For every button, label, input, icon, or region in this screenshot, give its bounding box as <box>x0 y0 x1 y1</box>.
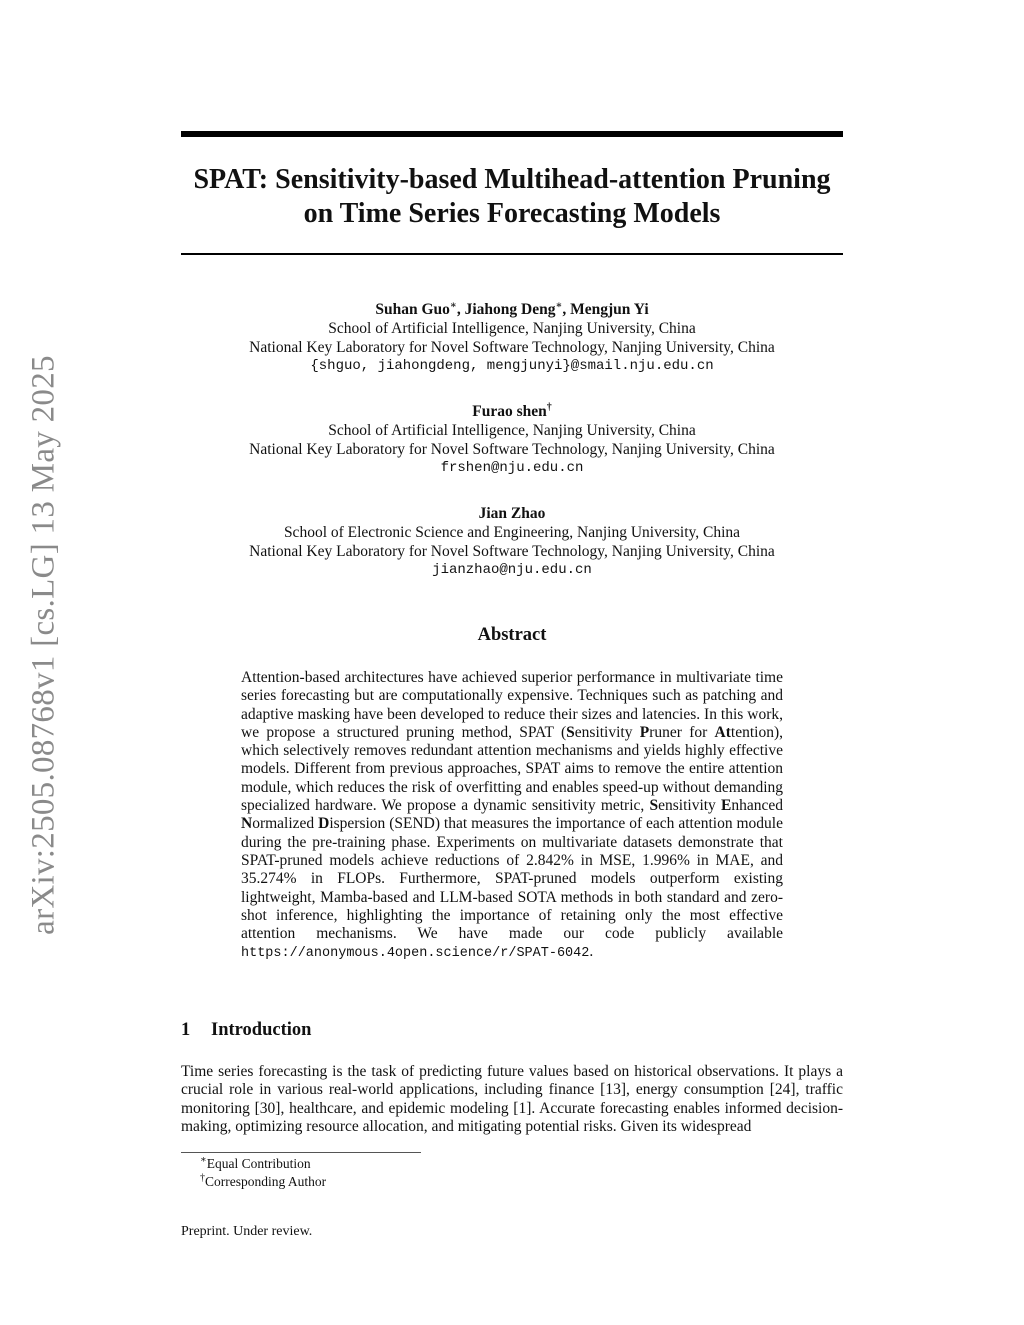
equal-contribution-mark: ∗ <box>449 299 457 311</box>
footnote-mark: ∗ <box>200 1154 207 1166</box>
footnote <box>200 1173 326 1191</box>
affiliation-line: School of Electronic Science and Engineering, Nanjing University, China <box>283 524 741 541</box>
author-names <box>181 402 843 421</box>
abstract-heading: Abstract <box>477 625 547 645</box>
affiliation-line: National Key Laboratory for Novel Software Technology, Nanjing University, China <box>249 441 775 458</box>
author-email: {shguo, jiahongdeng, mengjunyi}@smail.nju.edu.cn <box>310 358 714 374</box>
section-title: Introduction <box>211 1020 312 1040</box>
author-email: frshen@nju.edu.cn <box>440 460 584 476</box>
author-names <box>181 300 843 319</box>
title-top-rule <box>181 131 843 137</box>
author-name: Jian Zhao <box>478 505 546 522</box>
section-heading-introduction <box>181 1020 311 1041</box>
author-group-2 <box>181 402 843 478</box>
affiliation-line: School of Artificial Intelligence, Nanjing University, China <box>328 320 696 337</box>
affiliation-line: National Key Laboratory for Novel Software Technology, Nanjing University, China <box>249 543 775 560</box>
introduction-text: Time series forecasting is the task of predicting future values based on historical observations. It plays a crucial role in various real-world applications, including finance [13], energy consumption [24], traffic monitoring [30], healthcare, and epidemic modeling [1]. Accurate forecasting enables informed decision-making, optimizing resource allocation, and mitigating potential risks. Given its widespread <box>181 1063 843 1135</box>
paper-title-line-1: SPAT: Sensitivity-based Multihead-attention Pruning <box>193 164 831 195</box>
footnote-rule <box>181 1152 421 1153</box>
author-name: , Mengjun Yi <box>562 301 649 318</box>
arxiv-identifier-stamp: arXiv:2505.08768v1 [cs.LG] 13 May 2025 <box>25 355 62 935</box>
author-name: Furao shen <box>472 403 547 420</box>
author-group-3 <box>181 504 843 580</box>
footnote-text: Equal Contribution <box>206 1156 311 1171</box>
footnotes <box>200 1155 326 1191</box>
title-bottom-rule <box>181 253 843 255</box>
affiliation-line: School of Artificial Intelligence, Nanjing University, China <box>328 422 696 439</box>
affiliation-line: National Key Laboratory for Novel Software Technology, Nanjing University, China <box>249 339 775 356</box>
footnote-text: Corresponding Author <box>205 1174 327 1189</box>
paper-title-line-2: on Time Series Forecasting Models <box>303 198 721 229</box>
section-number: 1 <box>181 1020 191 1040</box>
author-name: , Jiahong Deng <box>456 301 556 318</box>
footnote <box>200 1155 326 1173</box>
author-email: jianzhao@nju.edu.cn <box>432 562 592 578</box>
author-group-1 <box>181 300 843 376</box>
corresponding-author-mark: † <box>546 401 552 413</box>
author-name: Suhan Guo <box>375 301 450 318</box>
preprint-notice: Preprint. Under review. <box>181 1224 313 1239</box>
footnote-mark: † <box>200 1172 205 1184</box>
equal-contribution-mark: ∗ <box>555 299 563 311</box>
paper-title <box>181 163 843 231</box>
code-url-link[interactable]: https://anonymous.4open.science/r/SPAT-6042 <box>241 946 590 962</box>
abstract-text: Attention-based architectures have achieved superior performance in multivariate time series forecasting but are computationally expensive. Techniques such as patching and adaptive masking have been developed to reduce their sizes and latencies. In this work, we propose a structured pruning method, SPAT (Sensitivity Pruner for Attention), which selectively removes redundant attention mechanisms and yields highly effective models. Different from previous approaches, SPAT aims to remove the entire attention module, which reduces the risk of overfitting and enables speed-up without demanding specialized hardware. We propose a dynamic sensitivity metric, Sensitivity Enhanced Normalized Dispersion (SEND) that measures the importance of each attention module during the pre-training phase. Experiments on multivariate datasets demonstrate that SPAT-pruned models achieve reductions of 2.842% in MSE, 1.996% in MAE, and 35.274% in FLOPs. Furthermore, SPAT-pruned models outperform existing lightweight, Mamba-based and LLM-based SOTA methods in both standard and zero-shot inference, highlighting the importance of retaining only the most effective attention mechanisms. We have made our code publicly available https://anonymous.4open.science/r/SPAT-6042. <box>241 669 783 962</box>
